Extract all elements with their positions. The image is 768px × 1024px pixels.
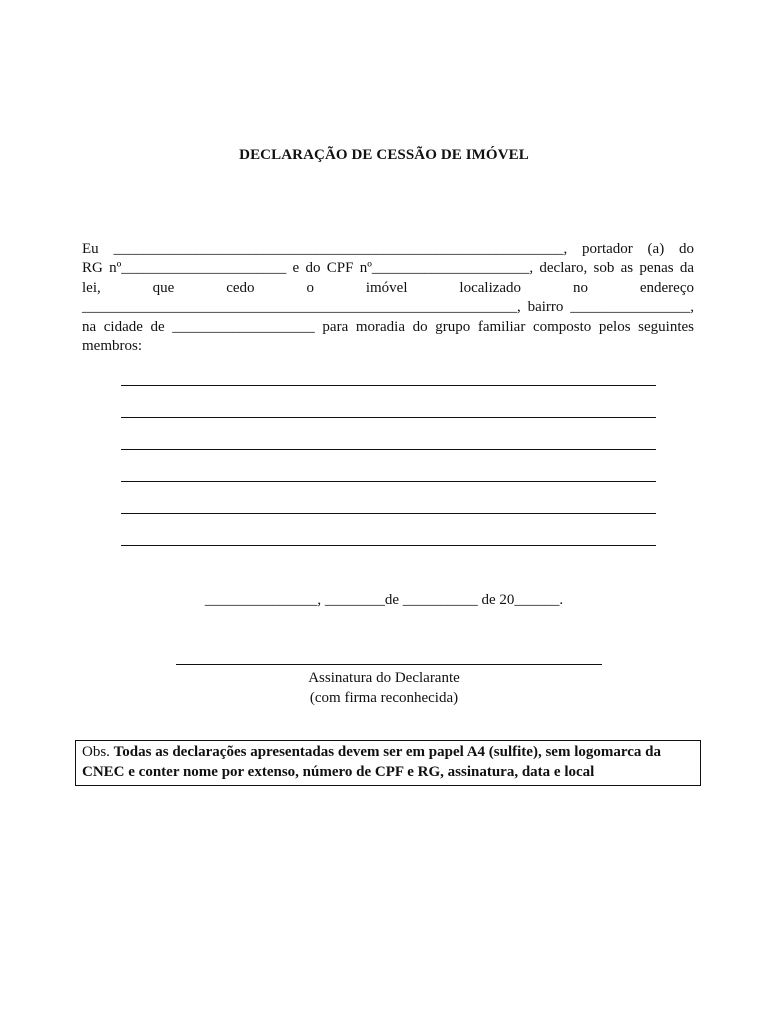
member-line	[121, 366, 656, 386]
paragraph-line-6: membros:	[82, 338, 142, 355]
paragraph-line-4: __________________________________________________________, bairro ________________,	[82, 299, 694, 316]
signature-line	[176, 664, 602, 665]
members-list	[121, 366, 656, 558]
paragraph-line-3: lei, que cedo o imóvel localizado no endereço	[82, 279, 694, 296]
paragraph-line-2: RG nº______________________ e do CPF nº_____________________, declaro, sob as penas da	[82, 260, 694, 277]
paragraph-line-1: Eu ____________________________________________________________, portador (a) do	[82, 241, 694, 257]
member-line	[121, 398, 656, 418]
observation-box	[75, 740, 701, 786]
paragraph-line-5: na cidade de ___________________ para moradia do grupo familiar composto pelos seguintes	[82, 318, 694, 335]
member-line	[121, 526, 656, 546]
member-line	[121, 494, 656, 514]
declaration-paragraph	[82, 240, 694, 356]
date-line: _______________, ________de __________ de 20______.	[204, 592, 564, 608]
document-title: DECLARAÇÃO DE CESSÃO DE IMÓVEL	[239, 147, 529, 163]
obs-text: Todas as declarações apresentadas devem ser em papel A4 (sulfite), sem logomarca da CNEC e conter nome por extenso, número de CPF e RG, assinatura, data e local	[82, 744, 661, 780]
member-line	[121, 430, 656, 450]
member-line	[121, 462, 656, 482]
signature-label: Assinatura do Declarante	[308, 670, 460, 686]
signature-note: (com firma reconhecida)	[309, 690, 459, 706]
obs-prefix: Obs.	[82, 744, 110, 760]
